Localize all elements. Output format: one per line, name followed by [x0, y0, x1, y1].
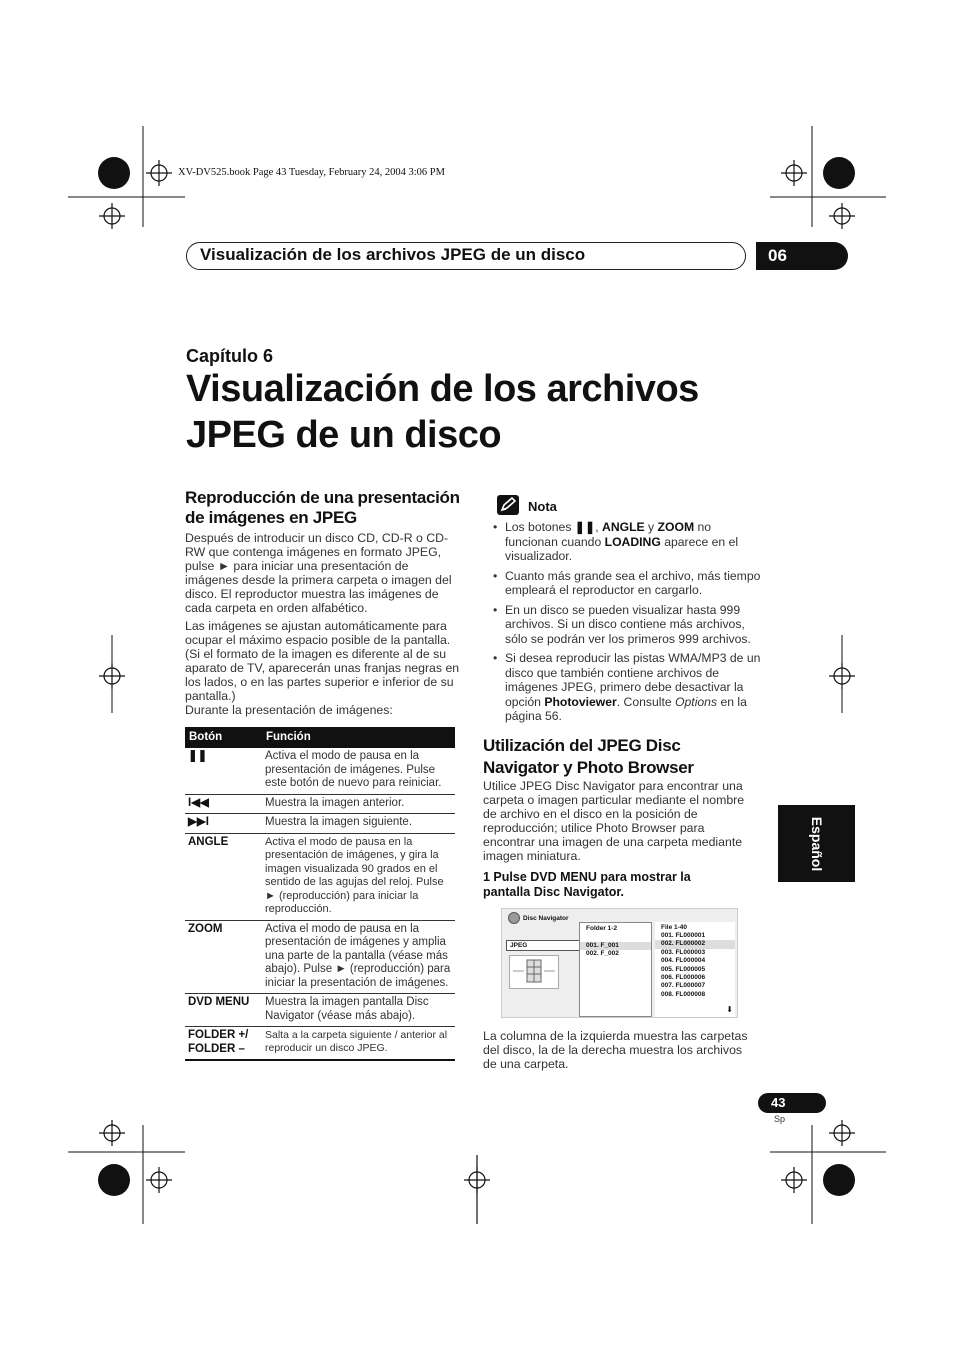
controls-table [185, 727, 455, 1061]
file-item[interactable]: 008. FL000008 [661, 990, 706, 998]
page-language-code: Sp [774, 1114, 786, 1124]
note-title: Nota [528, 499, 557, 514]
left-column [185, 488, 461, 1061]
table-row [185, 994, 455, 1027]
table-row [185, 748, 455, 794]
table-header-function: Función [262, 727, 455, 748]
language-label: Español [808, 816, 825, 871]
angle-key: ANGLE [185, 833, 262, 920]
chapter-title-line1: Visualización de los archivos [186, 368, 699, 410]
file-item[interactable]: 007. FL000007 [661, 982, 706, 990]
slideshow-paragraph-3: Durante la presentación de imágenes: [185, 703, 393, 717]
bullet: • [493, 520, 498, 534]
row-description: Muestra la imagen siguiente. [262, 814, 455, 834]
file-column[interactable] [655, 922, 735, 1017]
navigator-paragraph: Utilice JPEG Disc Navigator para encontrar una carpeta o imagen particular mediante el nombre de archivo en el disco en la posición de reproducción; utilice Photo Browser para encontrar una imagen de una carpeta mediante imagen miniatura. [483, 779, 745, 863]
table-row [185, 1027, 455, 1061]
jpeg-label: JPEG [506, 940, 581, 951]
page-number: 43 [758, 1093, 826, 1113]
options-ref: Options [675, 694, 718, 709]
next-key: ▶▶I [185, 814, 262, 834]
chapter-title [186, 366, 699, 458]
slideshow-paragraph-2: Las imágenes se ajustan automáticamente para ocupar el máximo espacio posible de la pantalla. (Si el formato de la imagen es diferente al de su aparato de TV, aparecerán unas franjas negras en los lados, o en las partes superior e inferior de su pantalla.) [185, 619, 460, 703]
row-description: Activa el modo de pausa en la presentación de imágenes. Pulse este botón de nuevo para reiniciar. [262, 748, 455, 794]
print-header: XV-DV525.book Page 43 Tuesday, February 24, 2004 3:06 PM [178, 167, 445, 178]
note-list [493, 520, 761, 729]
pause-button-ref: ❚❚ [574, 520, 596, 534]
row-description: Muestra la imagen anterior. [262, 794, 455, 814]
thumbnail-icon [509, 955, 559, 989]
bullet: • [493, 568, 498, 583]
navigator-caption: La columna de la izquierda muestra las carpetas del disco, la de la derecha muestra los archivos de una carpeta. [483, 1029, 748, 1071]
chapter-number-badge: 06 [756, 242, 848, 270]
zoom-button-ref: ZOOM [657, 520, 695, 534]
disc-navigator-screen [501, 908, 738, 1018]
row-description: Salta a la carpeta siguiente / anterior al reproducir un disco JPEG. [262, 1027, 455, 1061]
note-item: • Los botones ❚❚, ANGLE y ZOOM no funcionan cuando LOADING aparece en el visualizador. [493, 520, 739, 563]
file-item[interactable]: 003. FL000003 [661, 948, 706, 956]
scroll-down-icon[interactable]: ⬇ [726, 1005, 733, 1014]
note-item: • En un disco se pueden visualizar hasta 999 archivos. Si un disco contiene más archivos, sólo se podrán ver los primeros 999 archivos. [493, 602, 751, 646]
folder-column[interactable] [579, 922, 652, 1017]
previous-key: I◀◀ [185, 794, 262, 814]
row-description: Activa el modo de pausa en la presentación de imágenes y amplia una parte de la pantalla (véase más abajo). Pulse ► (reproducción) para iniciar la presentación de imágenes. [262, 920, 455, 994]
row-description: Activa el modo de pausa en la presentación de imágenes, y gira la imagen visualizada 90 grados en el sentido de las agujas del reloj. Pulse ► (reproducción) para iniciar la reproducción. [262, 833, 455, 920]
angle-button-ref: ANGLE [602, 520, 645, 534]
note-item: • Cuanto más grande sea el archivo, más tiempo empleará el reproductor en cargarlo. [493, 568, 761, 597]
section-heading-slideshow: Reproducción de una presentación de imágenes en JPEG [185, 488, 460, 527]
dvd-menu-key: DVD MENU [185, 994, 262, 1027]
folder-item[interactable]: 002. F_002 [586, 950, 619, 958]
folder-key: FOLDER +/ FOLDER – [185, 1027, 262, 1061]
file-item[interactable]: 004. FL000004 [661, 957, 706, 965]
folder-column-header: Folder 1-2 [586, 925, 618, 932]
row-description: Muestra la imagen pantalla Disc Navigator (véase más abajo). [262, 994, 455, 1027]
disc-navigator-title: Disc Navigator [523, 915, 569, 922]
step-1: 1 Pulse DVD MENU para mostrar la pantalla Disc Navigator. [483, 870, 691, 899]
note-item: • Si desea reproducir las pistas WMA/MP3 de un disco que también contiene archivos de imágenes JPEG, primero debe desactivar la opción Photoviewer. Consulte Options en la página 56. [493, 651, 761, 723]
table-header-button: Botón [185, 727, 262, 748]
slideshow-paragraph-1: Después de introducir un disco CD, CD-R o CD-RW que contenga imágenes en formato JPEG, pulse ► para iniciar una presentación de imágenes desde la primera carpeta o imagen del disco. El reproductor muestra las imágenes de cada carpeta en orden alfabético. [185, 531, 452, 615]
loading-ref: LOADING [604, 534, 661, 549]
bullet: • [493, 651, 498, 665]
file-item[interactable]: 006. FL000006 [661, 974, 706, 982]
chapter-label: Capítulo 6 [186, 346, 274, 366]
file-column-header: File 1-40 [661, 924, 688, 931]
bullet: • [493, 602, 498, 617]
zoom-key: ZOOM [185, 920, 262, 994]
file-item[interactable]: 002. FL000002 [655, 940, 735, 948]
file-item[interactable]: 001. FL000001 [661, 932, 706, 939]
table-row [185, 814, 455, 834]
running-header-title: Visualización de los archivos JPEG de un disco [200, 245, 586, 264]
section-heading-navigator: Utilización del JPEG Disc Navigator y Photo Browser [483, 736, 694, 777]
table-row [185, 920, 455, 994]
language-side-tab [778, 805, 855, 882]
folder-item[interactable]: 001. F_001 [580, 942, 651, 950]
pause-key: ❚❚ [185, 748, 262, 794]
table-row [185, 794, 455, 814]
disc-icon [508, 912, 520, 924]
note-pencil-icon [497, 495, 519, 515]
chapter-title-line2: JPEG de un disco [186, 414, 502, 456]
photoviewer-ref: Photoviewer [544, 694, 617, 709]
table-row [185, 833, 455, 920]
file-item[interactable]: 005. FL000005 [661, 965, 706, 973]
